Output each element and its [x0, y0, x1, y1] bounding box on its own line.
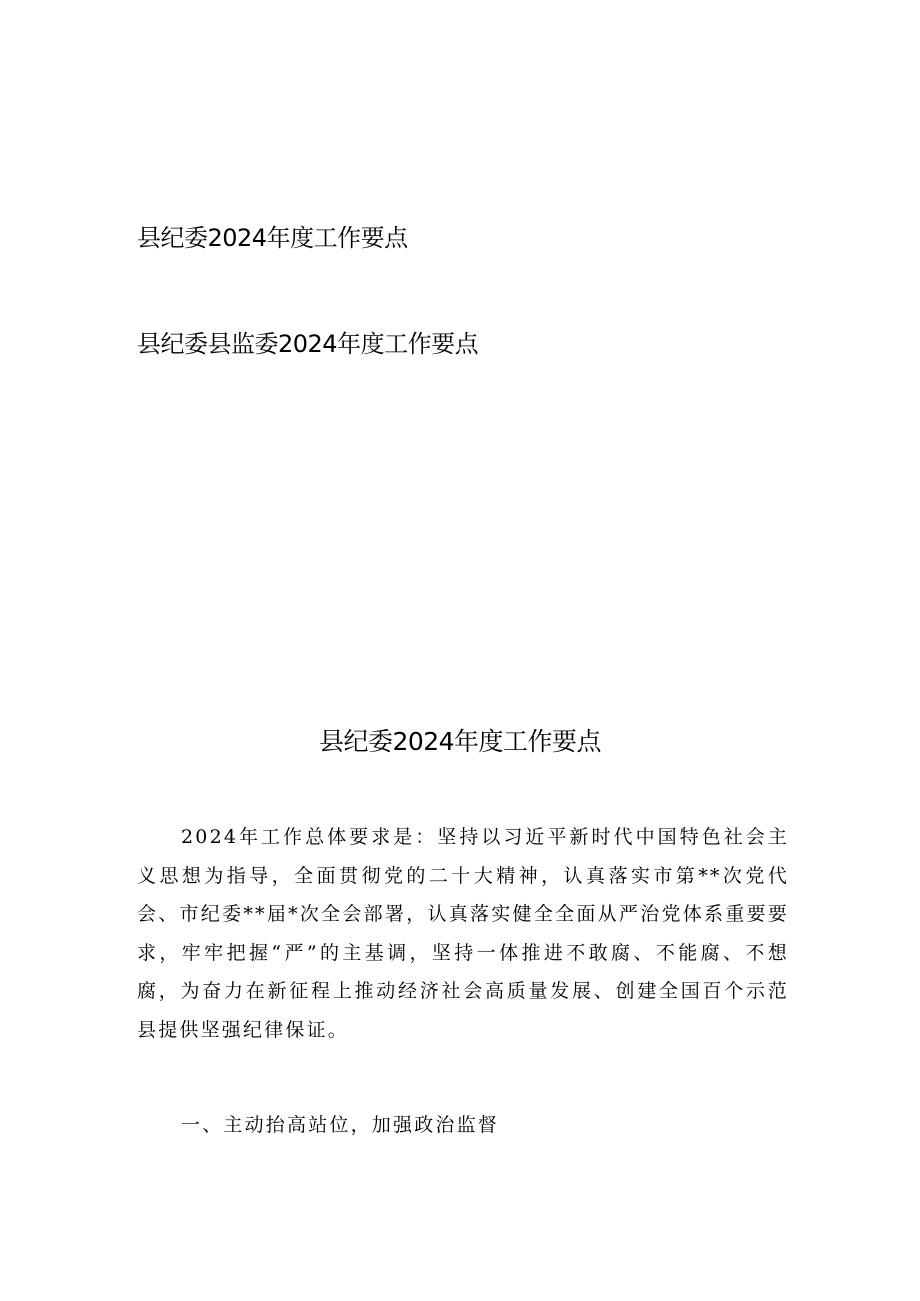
body-paragraph: 2024年工作总体要求是：坚持以习近平新时代中国特色社会主义思想为指导，全面贯彻党的二十大精神，认真落实市第**次党代会、市纪委**届*次全会部署，认真落实健全全面从严治党体系重要要求，牢牢把握“严”的主基调，坚持一体推进不敢腐、不能腐、不想腐，为奋力在新征程上推动经济社会高质量发展、创建全国百个示范县提供坚强纪律保证。	[137, 826, 789, 1041]
document-title: 县纪委2024年度工作要点	[318, 727, 602, 756]
section-heading: 一、主动抬高站位，加强政治监督	[181, 1114, 500, 1136]
toc-item-2: 县纪委县监委2024年度工作要点	[137, 330, 479, 358]
toc-item-1: 县纪委2024年度工作要点	[137, 224, 408, 252]
